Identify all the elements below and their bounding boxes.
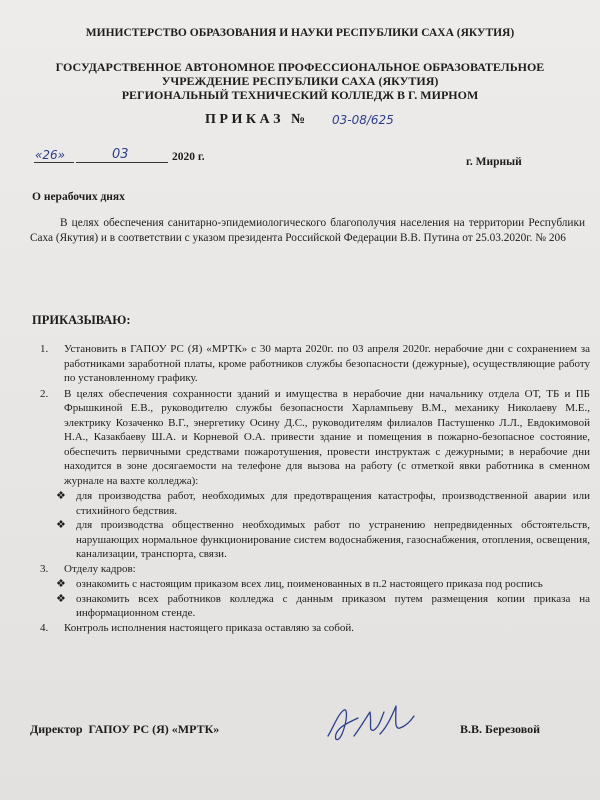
date-month-underline	[76, 162, 168, 163]
order-item-4	[40, 621, 590, 636]
order-items-list	[40, 342, 590, 636]
sub-item-text: ознакомить всех работников колледжа с данным приказом путем размещения копии приказа на информационном стенде.	[76, 592, 590, 619]
order-title: П Р И К А З №	[205, 112, 306, 127]
director-signature	[322, 700, 422, 748]
orders-heading: ПРИКАЗЫВАЮ:	[32, 313, 131, 327]
order-item-3-sub-1	[40, 577, 590, 592]
preamble-text: В целях обеспечения санитарно-эпидемиологического благополучия населения на территории Республики Саха (Якутия) и в соответствии с указом президента Российской Федерации В.В. Путина от 25.03.2020г. № 206	[30, 217, 585, 244]
order-date-day: «26»	[35, 148, 66, 162]
signature-name: В.В. Березовой	[460, 722, 541, 736]
signature-position: Директор ГАПОУ РС (Я) «МРТК»	[30, 722, 220, 736]
sub-item-text: для производства общественно необходимых работ по устранению непредвиденных обстоятельств, нарушающих нормальное функционирование систем водоснабжения, газоснабжения, отопления, освещения, канализации, транспорта, связи.	[76, 519, 590, 560]
order-item-2-sub-1	[40, 489, 590, 518]
order-item-text: В целях обеспечения сохранности зданий и имущества в нерабочие дни начальнику отдела ОТ, ТБ и ПБ Фрышкиной Е.В., руководителю службы безопасности Харлампьеву В.М., механику Николаеву М.Е., электрику Козаченко В.Г., энергетику Осину Д.С., руководителям филиалов Пастушенко Л.Л., Евдокимовой Н.А., Казакбаеву Ш.А. и Корневой О.А. привести здание и помещения в пожарно-безопасное состояние, обеспечить первичными средствами пожаротушения, провести инструктаж с дежурными; в нерабочие дни находится в зоне досягаемости на телефоне для вызова на работу (с отметкой явки работника в сменном журнале на вахте колледжа):	[64, 387, 590, 487]
order-item-number: 1.	[40, 343, 49, 355]
order-item-2-sub-2	[40, 518, 590, 562]
sub-item-text: ознакомить с настоящим приказом всех лиц, поименованных в п.2 настоящего приказа под роспись	[76, 578, 543, 590]
order-subject: О нерабочих днях	[32, 191, 125, 203]
order-date-month: 03	[112, 147, 129, 162]
org-line-2: УЧРЕЖДЕНИЕ РЕСПУБЛИКИ САХА (ЯКУТИЯ)	[161, 74, 439, 88]
sub-item-text: для производства работ, необходимых для предотвращения катастрофы, производственной аварии или стихийного бедствия.	[76, 490, 590, 517]
order-item-2	[40, 387, 590, 489]
bullet-icon: ❖	[56, 578, 66, 590]
order-date-year: 2020 г.	[172, 151, 205, 163]
bullet-icon: ❖	[56, 490, 66, 502]
order-item-text: Установить в ГАПОУ РС (Я) «МРТК» с 30 марта 2020г. по 03 апреля 2020г. нерабочие дни с сохранением за работниками заработной платы, кроме работников службы безопасности (дежурные), осуществляющие работу по установленному графику.	[64, 343, 590, 384]
order-item-3	[40, 562, 590, 577]
order-item-number: 4.	[40, 621, 49, 634]
order-city: г. Мирный	[466, 156, 522, 168]
order-item-text: Контроль исполнения настоящего приказа оставляю за собой.	[64, 621, 355, 634]
org-line-1: ГОСУДАРСТВЕННОЕ АВТОНОМНОЕ ПРОФЕССИОНАЛЬНОЕ ОБРАЗОВАТЕЛЬНОЕ	[55, 60, 545, 74]
order-item-3-sub-2	[40, 592, 590, 621]
date-day-underline	[34, 162, 74, 163]
order-number-handwritten: 03-08/625	[332, 113, 394, 127]
org-line-3: РЕГИОНАЛЬНЫЙ ТЕХНИЧЕСКИЙ КОЛЛЕДЖ В Г. МИРНОМ	[121, 88, 479, 102]
bullet-icon: ❖	[56, 592, 66, 605]
order-item-number: 2.	[40, 387, 49, 400]
order-item-number: 3.	[40, 562, 49, 575]
bullet-icon: ❖	[56, 519, 66, 531]
ministry-heading: МИНИСТЕРСТВО ОБРАЗОВАНИЯ И НАУКИ РЕСПУБЛИКИ САХА (ЯКУТИЯ)	[85, 27, 515, 39]
order-item-text: Отделу кадров:	[64, 562, 136, 575]
order-item-1	[40, 342, 590, 386]
